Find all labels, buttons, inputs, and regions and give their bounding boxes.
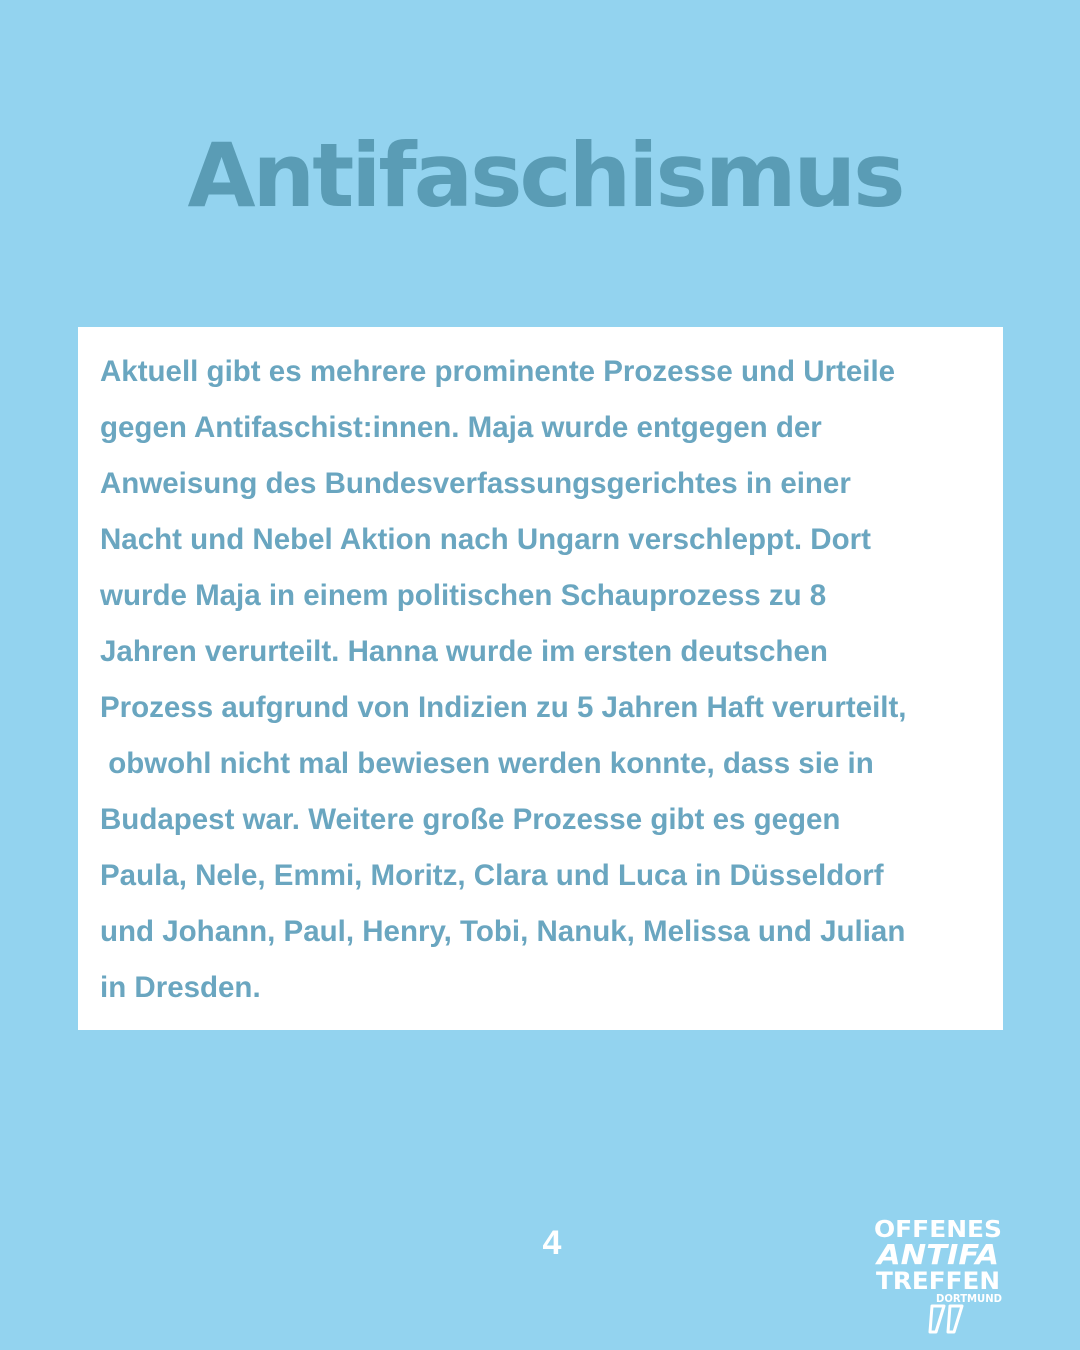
body-line: wurde Maja in einem politischen Schauprozess zu 8 bbox=[100, 579, 827, 612]
body-line: Budapest war. Weitere große Prozesse gibt es gegen bbox=[100, 803, 841, 836]
text-card bbox=[78, 327, 1003, 1030]
body-line: Anweisung des Bundesverfassungsgerichtes in einer bbox=[100, 467, 851, 500]
logo-line-antifa: ANTIFA bbox=[874, 1238, 999, 1271]
body-line: Jahren verurteilt. Hanna wurde im ersten deutschen bbox=[100, 635, 828, 668]
body-line: Aktuell gibt es mehrere prominente Prozesse und Urteile bbox=[100, 355, 896, 388]
logo-line-treffen: TREFFEN bbox=[876, 1267, 1000, 1295]
body-line: obwohl nicht mal bewiesen werden konnte, dass sie in bbox=[100, 747, 874, 780]
page-number: 4 bbox=[542, 1224, 562, 1262]
page-title: Antifaschismus bbox=[187, 124, 903, 227]
body-line: Paula, Nele, Emmi, Moritz, Clara und Luca in Düsseldorf bbox=[100, 859, 884, 892]
body-text bbox=[100, 344, 987, 1016]
body-line: Nacht und Nebel Aktion nach Ungarn verschleppt. Dort bbox=[100, 523, 871, 556]
logo-line-dortmund: DORTMUND bbox=[936, 1292, 1002, 1305]
body-line: und Johann, Paul, Henry, Tobi, Nanuk, Melissa und Julian bbox=[100, 915, 906, 948]
logo-line-offenes: OFFENES bbox=[874, 1217, 1002, 1243]
body-line: in Dresden. bbox=[100, 971, 261, 1004]
body-line: Prozess aufgrund von Indizien zu 5 Jahren Haft verurteilt, bbox=[100, 691, 907, 724]
body-line: gegen Antifaschist:innen. Maja wurde entgegen der bbox=[100, 411, 822, 444]
logo-figure-icon bbox=[930, 1306, 962, 1332]
offenes-antifa-treffen-logo bbox=[870, 1210, 1010, 1335]
